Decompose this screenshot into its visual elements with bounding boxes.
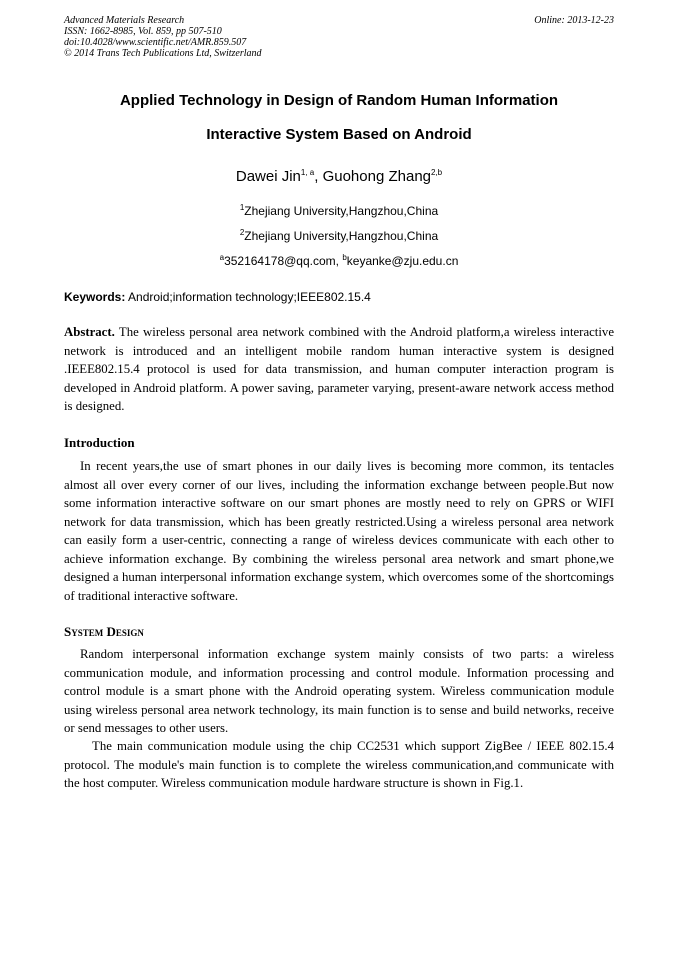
author-list bbox=[64, 168, 614, 186]
affiliation-1-text: Zhejiang University,Hangzhou,China bbox=[244, 204, 439, 218]
author-emails bbox=[64, 254, 614, 268]
author-2: Guohong Zhang bbox=[322, 168, 431, 185]
journal-name: Advanced Materials Research bbox=[64, 15, 185, 26]
abstract-paragraph bbox=[64, 323, 614, 416]
keywords-text: Android;information technology;IEEE802.15.4 bbox=[125, 290, 371, 304]
affiliation-2-mark: 2 bbox=[239, 228, 245, 237]
author-2-affil-mark: 2,b bbox=[431, 168, 443, 177]
doi-line: doi:10.4028/www.scientific.net/AMR.859.507 bbox=[64, 37, 247, 48]
introduction-heading: Introduction bbox=[64, 435, 135, 450]
journal-header bbox=[64, 15, 262, 59]
email-b-mark: b bbox=[342, 253, 347, 262]
system-design-paragraph-2: The main communication module using the chip CC2531 which support ZigBee / IEEE 802.15.4 protocol. The module's main function is to complete the wireless communication,and communicate with the host computer. Wireless communication module hardware structure is shown in Fig.1. bbox=[64, 739, 614, 790]
author-1: Dawei Jin bbox=[235, 168, 301, 185]
author-1-affil-mark: 1, a bbox=[300, 168, 315, 177]
email-a: 352164178@qq.com, bbox=[224, 254, 343, 268]
online-date: Online: 2013-12-23 bbox=[534, 15, 614, 26]
affiliation-1 bbox=[64, 204, 614, 218]
copyright-line: © 2014 Trans Tech Publications Ltd, Switzerland bbox=[64, 48, 262, 59]
system-design-paragraph-1: Random interpersonal information exchange system mainly consists of two parts: a wireless communication module, and information processing and control module. Information processing and control module is a smart phone with the Android operating system. Wireless communication module using wireless personal area network technology, its main function is to sense and build networks, receive or send messages to other users. bbox=[64, 647, 614, 735]
affiliation-2 bbox=[64, 229, 614, 243]
author-separator: , bbox=[314, 168, 323, 185]
abstract-text: The wireless personal area network combined with the Android platform,a wireless interactive network is introduced and an intelligent mobile random human interactive system is designed .IEEE802.15.4 protocol is used for data transmission, and human computer interaction program is developed in Android platform. A power saving, parameter varying, present-aware network access method is designed. bbox=[64, 325, 614, 413]
affiliation-1-mark: 1 bbox=[239, 203, 245, 212]
system-design-heading: System Design bbox=[64, 624, 144, 639]
paper-title-line-1: Applied Technology in Design of Random Human Information bbox=[119, 92, 559, 109]
introduction-paragraph: In recent years,the use of smart phones in our daily lives is becoming more common, its tentacles almost all over every corner of our lives, including the information exchange between people.But now some information interactive software on our smart phones are mostly need to rely on GPRS or WIFI network for data transmission, which has been greatly restricted.Using a wireless personal area network can easily form a user-centric, connecting a range of wireless devices communicate with each other to achieve information exchange. By combining the wireless personal area network and smart phone,we designed a human interpersonal information exchange system, which overcomes some of the shortcomings of traditional interactive software. bbox=[64, 459, 614, 603]
email-a-mark: a bbox=[219, 253, 225, 262]
email-b: keyanke@zju.edu.cn bbox=[346, 254, 459, 268]
paper-title-line-2: Interactive System Based on Android bbox=[206, 126, 472, 143]
affiliation-2-text: Zhejiang University,Hangzhou,China bbox=[244, 229, 439, 243]
issn-line: ISSN: 1662-8985, Vol. 859, pp 507-510 bbox=[64, 26, 222, 37]
keywords-label: Keywords: bbox=[64, 290, 126, 304]
abstract-label: Abstract. bbox=[64, 325, 115, 339]
keywords-line bbox=[64, 290, 371, 304]
